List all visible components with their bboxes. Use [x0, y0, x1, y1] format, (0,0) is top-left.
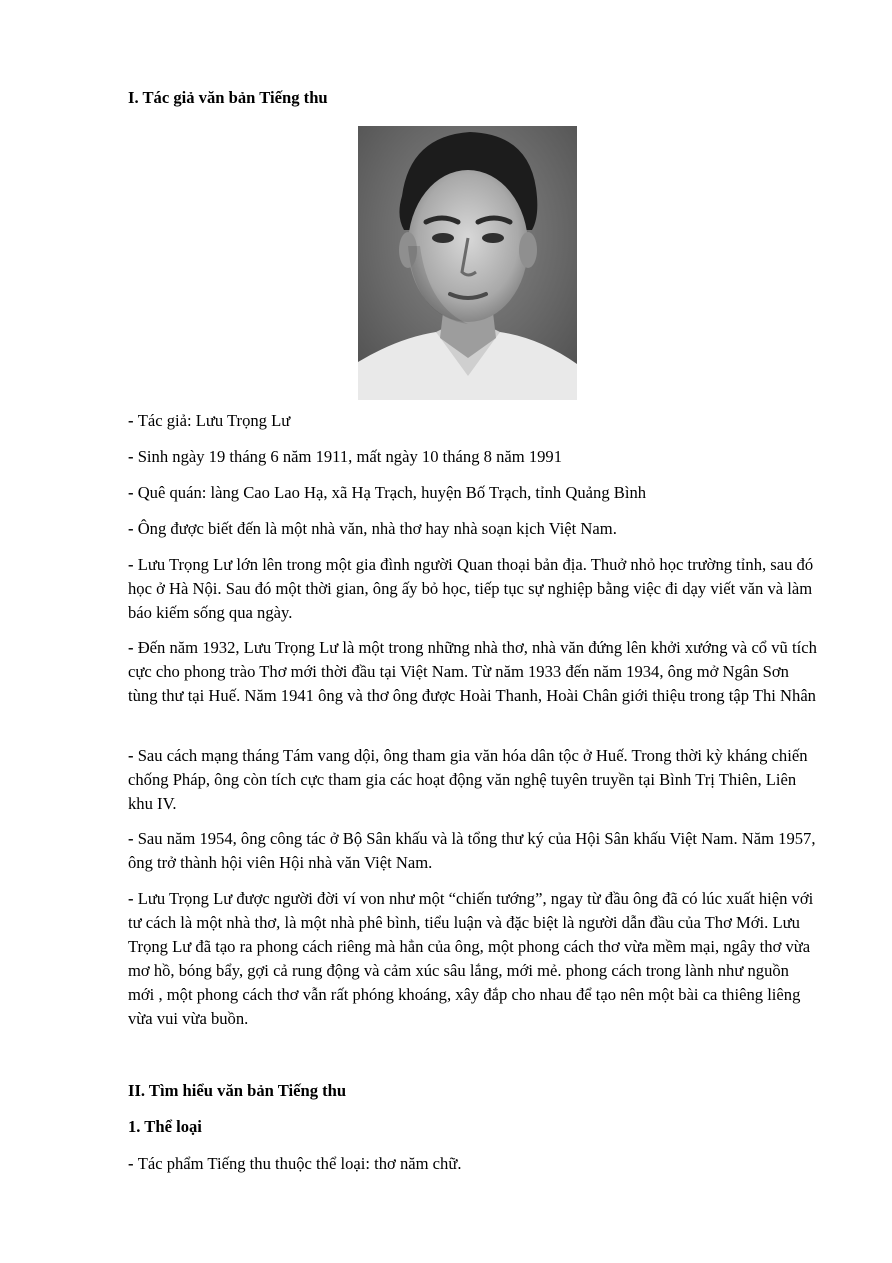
bullet-dash: - [128, 555, 138, 574]
item-text: Sau cách mạng tháng Tám vang dội, ông tham gia văn hóa dân tộc ở Huế. Trong thời kỳ kháng chiến chống Pháp, ông còn tích cực tham gia các hoạt động văn nghệ tuyên truyền tại Bình Trị Thiên, Liên khu IV. [128, 746, 808, 813]
bullet-dash: - [128, 1154, 138, 1173]
item-text: Ông được biết đến là một nhà văn, nhà thơ hay nhà soạn kịch Việt Nam. [137, 519, 617, 538]
author-portrait-photo [358, 126, 577, 400]
genre-item [128, 1152, 818, 1176]
bullet-dash: - [128, 889, 138, 908]
bullet-dash: - [128, 483, 138, 502]
item-text: Tác giả: Lưu Trọng Lư [137, 411, 291, 430]
item-text: Lưu Trọng Lư lớn lên trong một gia đình người Quan thoại bản địa. Thuở nhỏ học trường tỉnh, sau đó học ở Hà Nội. Sau đó một thời gian, ông ấy bỏ học, tiếp tục sự nghiệp bằng việc đi dạy viết văn và làm báo kiếm sống qua ngày. [128, 555, 814, 622]
bullet-dash: - [128, 746, 138, 765]
item-text: Quê quán: làng Cao Lao Hạ, xã Hạ Trạch, huyện Bố Trạch, tỉnh Quảng Bình [137, 483, 647, 502]
item-text: Đến năm 1932, Lưu Trọng Lư là một trong những nhà thơ, nhà văn đứng lên khởi xướng và cổ vũ tích cực cho phong trào Thơ mới thời đầu tại Việt Nam. Từ năm 1933 đến năm 1934, ông mở Ngân Sơn tùng thư tại Huế. Năm 1941 ông và thơ ông được Hoài Thanh, Hoài Chân giới thiệu trong tập Thi Nhân [128, 638, 817, 705]
known-as-item [128, 517, 818, 541]
after-1954-item [128, 827, 818, 875]
portrait-illustration [358, 126, 577, 400]
bullet-dash: - [128, 447, 138, 466]
birth-death-item [128, 445, 818, 469]
bullet-dash: - [128, 829, 138, 848]
item-text: Tác phẩm Tiếng thu thuộc thể loại: thơ năm chữ. [137, 1154, 462, 1173]
item-text: Lưu Trọng Lư được người đời ví von như một “chiến tướng”, ngay từ đầu ông đã có lúc xuất hiện với tư cách là một nhà thơ, là một nhà phê bình, tiểu luận và đặc biệt là người dẫn đầu của Thơ Mới. Lưu Trọng Lư đã tạo ra phong cách riêng mà hẳn của ông, một phong cách thơ vừa mềm mại, ngây thơ vừa mơ hồ, bóng bẩy, gợi cả rung động và cảm xúc sâu lắng, mới mẻ. phong cách trong lành như nguồn mới , một phong cách thơ vẫn rất phóng khoáng, xây đắp cho nhau để tạo nên một bài ca thiêng liêng vừa vui vừa buồn. [128, 889, 814, 1028]
bullet-dash: - [128, 411, 138, 430]
poetic-style-item [128, 887, 818, 1031]
early-life-item [128, 553, 818, 625]
new-poetry-movement-item [128, 636, 818, 708]
item-text: Sau năm 1954, ông công tác ở Bộ Sân khấu và là tổng thư ký của Hội Sân khấu Việt Nam. Năm 1957, ông trở thành hội viên Hội nhà văn Việt Nam. [128, 829, 816, 872]
bullet-dash: - [128, 519, 138, 538]
section-1-heading: I. Tác giả văn bản Tiếng thu [128, 88, 328, 107]
section-2-heading: II. Tìm hiểu văn bản Tiếng thu [128, 1081, 347, 1100]
bullet-dash: - [128, 638, 138, 657]
resistance-item [128, 744, 818, 816]
genre-subheading: 1. Thể loại [128, 1117, 202, 1136]
hometown-item [128, 481, 818, 505]
item-text: Sinh ngày 19 tháng 6 năm 1911, mất ngày 10 tháng 8 năm 1991 [137, 447, 563, 466]
author-name-item [128, 409, 818, 433]
